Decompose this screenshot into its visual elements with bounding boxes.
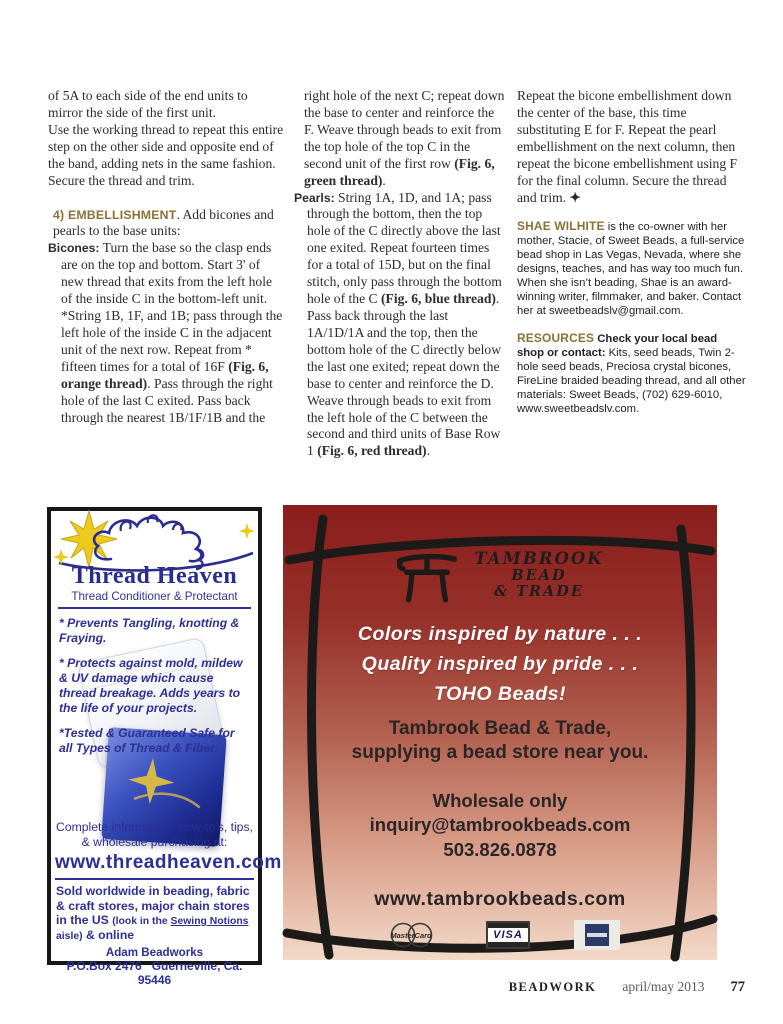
paragraph xyxy=(48,88,284,122)
svg-text:MasterCard: MasterCard xyxy=(390,931,432,941)
text-segment: of 5A to each side of the end units to mirror the side of the first unit. xyxy=(48,88,248,120)
text-segment: Repeat the bicone embellishment down the center of the base, this time substituting E for F. Repeat the pearl embellishment on the next column, then repeat the bicone embellishment using F for the final column. Secure the thread and trim. xyxy=(517,88,738,205)
paragraph xyxy=(294,190,506,461)
line: Colors inspired by nature . . . xyxy=(357,623,643,645)
text-segment: Check your local bead shop or contact: xyxy=(517,333,718,360)
thread-heaven-bullets xyxy=(51,609,258,756)
thread-heaven-brand: Thread Heaven xyxy=(71,563,238,589)
text-segment: (Fig. 6, orange thread) xyxy=(61,358,269,391)
text-segment: (Fig. 6, green thread) xyxy=(304,155,495,188)
tambrook-url: www.tambrookbeads.com xyxy=(374,888,626,911)
thread-heaven-info xyxy=(51,820,258,849)
text-segment: Use the working thread to repeat this entire step on the other side and opposite end of the band, adding nets in the same fashion. Secure the thread and trim. xyxy=(48,121,284,188)
paragraph xyxy=(517,219,747,318)
text-segment: right hole of the next C; repeat down the base to center and reinforce the F. Weave through beads to exit from the top hole of the top C in the second unit of the first row xyxy=(304,88,505,171)
text-segment: (look in the xyxy=(112,916,171,928)
line: BEAD xyxy=(511,567,567,585)
small-star-right-icon xyxy=(239,523,255,539)
text-segment: . xyxy=(382,172,386,188)
line: Complete information, how-to’s, tips, xyxy=(56,820,253,834)
line: Wholesale only xyxy=(432,789,568,811)
text-segment: Turn the base so the clasp ends are on the top and bottom. Start 3' of new thread that exits from the left hole of the inside C in the bottom-left unit. *String 1B, 1F, and 1B; pass through the left hole of the inside C in the adjacent unit of the next row. Repeat from * fifteen times for a total of 16F xyxy=(61,240,283,374)
line: Tambrook Bead & Trade, xyxy=(388,718,612,740)
thread-heaven-company: Adam Beadworks xyxy=(105,945,204,959)
text-segment: SHAE WILHITE xyxy=(517,219,605,234)
text-segment: . xyxy=(426,443,430,459)
line: 503.826.0878 xyxy=(443,838,557,860)
text-segment: ✦ xyxy=(569,189,581,205)
visa-top-bar xyxy=(488,923,528,928)
line: * Prevents Tangling, knotting & Fraying. xyxy=(59,616,240,646)
magazine-name: BEADWORK xyxy=(508,980,597,994)
tambrook-tagline xyxy=(283,619,717,709)
card-icon-3-inner xyxy=(585,924,609,946)
tambrook-logo xyxy=(283,505,717,603)
paragraph xyxy=(517,331,747,416)
paragraph xyxy=(294,88,506,190)
paragraph xyxy=(48,122,284,190)
thread-heaven-address: P.O.Box 2476 Guerneville, Ca. 95446 xyxy=(66,958,243,987)
text-segment: Bicones: xyxy=(48,241,100,256)
line: * Protects against mold, mildew & UV damage which cause thread breakage. Adds years to the life of your projects. xyxy=(59,655,243,716)
line: & wholesale purchasing at: xyxy=(81,834,228,849)
text-segment: 4) EMBELLISHMENT xyxy=(53,207,177,222)
visa-icon xyxy=(486,921,530,949)
tambrook-contact xyxy=(283,789,717,863)
text-segment: (Fig. 6, red thread) xyxy=(317,443,427,459)
cloud-star-logo-icon xyxy=(51,511,258,569)
visa-label: VISA xyxy=(493,928,523,941)
paragraph xyxy=(48,207,284,241)
line: *Tested & Guaranteed Safe for all Types of Thread & Fiber. xyxy=(59,725,235,755)
tambrook-supply-text xyxy=(283,717,717,765)
text-segment: Pearls: xyxy=(294,190,335,205)
line: TOHO Beads! xyxy=(434,683,566,706)
text-segment: (Fig. 6, blue thread) xyxy=(381,291,496,307)
page-number: 77 xyxy=(730,979,745,995)
issue-date: april/may 2013 xyxy=(622,979,705,994)
article-column-1 xyxy=(48,88,284,427)
line: Quality inspired by pride . . . xyxy=(361,653,639,676)
line: inquiry@tambrookbeads.com xyxy=(369,814,631,836)
paragraph xyxy=(48,240,284,426)
thread-heaven-tagline: Thread Conditioner & Protectant xyxy=(58,590,251,609)
torii-gate-icon xyxy=(396,547,458,603)
line: & TRADE xyxy=(494,582,584,600)
paragraph xyxy=(517,88,747,206)
tambrook-ad xyxy=(283,505,717,960)
thread-heaven-sold-text xyxy=(51,880,258,943)
visa-bottom-bar xyxy=(488,942,528,947)
text-segment: Kits, seed beads, Twin 2-hole seed beads, Preciosa crystal bicones, FireLine braided beading thread, and all other materials: Sweet Beads, (702) 629-6010, www.sweetbeadslv.com. xyxy=(517,347,746,416)
text-segment: . Pass through the right hole of the last C exited. Pass back through the nearest 1B/1F/1B and the xyxy=(61,375,273,425)
text-segment: . Pass back through the last 1A/1D/1A and the top, then the bottom hole of the C directly below the last one exited; repeat down the base to center and reinforce the D. Weave through beads to exit from the left hole of the C between the second and third units of Base Row 1 xyxy=(307,291,502,459)
line: TAMBROOK xyxy=(474,549,604,569)
payment-cards xyxy=(283,920,717,950)
thread-heaven-ad xyxy=(47,507,282,987)
text-segment: RESOURCES xyxy=(517,331,595,346)
mastercard-icon xyxy=(380,921,442,949)
text-segment: & online xyxy=(82,928,135,943)
page-footer xyxy=(509,979,745,996)
text-segment: is the co-owner with her mother, Stacie, of Sweet Beads, a full-service bead shop in Las Vegas, Nevada, where she designs, teaches, and has way too much fun. When she isn’t beading, Shae is an award-winning writer, filmmaker, and baker. Contact her at sweetbeadslv@gmail.com. xyxy=(517,221,745,318)
text-segment: String 1A, 1D, and 1A; pass through the bottom, then the top hole of the C directly above the last one exited. Repeat fourteen times for a total of 15D, but on the final stitch, only pass through the bottom hole of the C xyxy=(307,189,502,307)
text-segment: Sewing Notions xyxy=(170,916,249,928)
tambrook-logo-text xyxy=(474,550,603,599)
line: supplying a bead store near you. xyxy=(351,741,649,763)
text-segment: Sold worldwide in beading, fabric & craft stores, major chain stores in the US xyxy=(56,884,250,928)
article-column-3 xyxy=(517,88,747,416)
card-icon-3 xyxy=(574,920,620,950)
thread-heaven-url: www.threadheaven.com xyxy=(55,849,254,880)
thread-heaven-logo xyxy=(51,511,258,569)
text-segment: . Add bicones and pearls to the base units: xyxy=(53,206,274,239)
text-segment: aisle) xyxy=(56,931,83,943)
article-column-2 xyxy=(294,88,506,460)
